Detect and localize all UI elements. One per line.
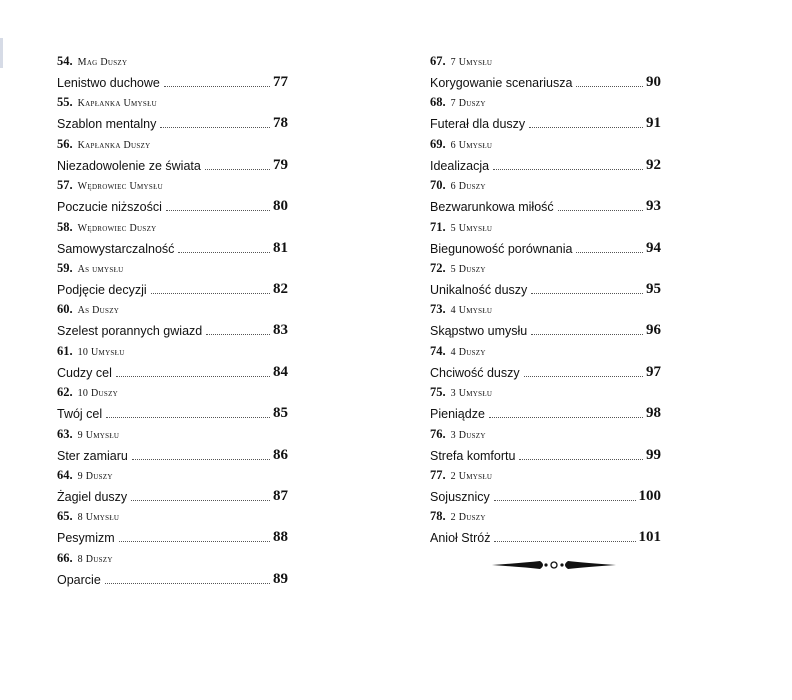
entry-line — [430, 278, 661, 298]
entry-tag: 8 Umysłu — [77, 512, 120, 524]
toc-entry[interactable] — [57, 95, 288, 136]
entry-number: 73. — [430, 302, 446, 317]
entry-page-number: 90 — [646, 74, 661, 90]
dot-leader — [151, 293, 270, 294]
dot-leader — [160, 127, 270, 128]
toc-entry[interactable] — [57, 344, 288, 385]
dot-leader — [519, 459, 643, 460]
entry-number: 68. — [430, 95, 446, 110]
entry-title: Korygowanie scenariusza — [430, 76, 573, 90]
entry-title: Szablon mentalny — [57, 117, 157, 132]
entry-header — [430, 54, 661, 71]
entry-title: Futerał dla duszy — [430, 117, 526, 132]
entry-tag: 3 Umysłu — [450, 388, 493, 400]
entry-number: 59. — [57, 260, 73, 275]
entry-header — [430, 385, 661, 402]
entry-line — [57, 154, 288, 174]
entry-header — [430, 509, 661, 526]
entry-line — [57, 71, 288, 91]
entry-title: Chciwość duszy — [430, 365, 520, 380]
entry-header — [430, 220, 661, 237]
entry-title: Bezwarunkowa miłość — [430, 200, 554, 215]
entry-header — [57, 468, 288, 485]
entry-line — [430, 526, 661, 546]
entry-number: 77. — [430, 467, 446, 482]
entry-header — [57, 261, 288, 278]
entry-tag: 3 Duszy — [450, 429, 486, 441]
entry-page-number: 85 — [273, 405, 288, 422]
entry-title: Ster zamiaru — [57, 448, 128, 463]
entry-number: 57. — [57, 178, 73, 193]
toc-entry[interactable] — [430, 220, 661, 261]
entry-line — [57, 444, 288, 464]
entry-page-number: 96 — [646, 322, 661, 339]
page-edge-strip — [0, 38, 3, 68]
entry-number: 58. — [57, 219, 73, 234]
entry-line — [57, 237, 288, 257]
dot-leader — [529, 127, 643, 128]
entry-title: Cudzy cel — [57, 365, 112, 380]
entry-tag: As Duszy — [77, 305, 120, 317]
entry-tag: Kapłanka Umysłu — [77, 98, 158, 110]
entry-line — [57, 485, 288, 505]
entry-tag: 5 Umysłu — [450, 222, 493, 234]
entry-number: 75. — [430, 385, 446, 400]
dot-leader — [531, 293, 643, 294]
entry-number: 64. — [57, 467, 73, 482]
entry-page-number: 81 — [273, 239, 288, 256]
entry-page-number: 97 — [646, 363, 661, 380]
entry-number: 67. — [430, 54, 446, 68]
entry-page-number: 83 — [273, 322, 288, 339]
entry-header — [57, 302, 288, 319]
entry-line — [57, 112, 288, 132]
toc-entry[interactable] — [430, 137, 661, 178]
dot-leader — [524, 376, 643, 377]
entry-number: 62. — [57, 385, 73, 400]
entry-tag: 4 Umysłu — [450, 305, 493, 317]
entry-page-number: 98 — [646, 405, 661, 422]
entry-header — [57, 509, 288, 526]
entry-page-number: 99 — [646, 446, 661, 463]
entry-page-number: 84 — [273, 363, 288, 380]
entry-title: Twój cel — [57, 407, 103, 422]
entry-header — [57, 344, 288, 361]
dot-leader — [116, 376, 270, 377]
entry-title: Podjęcie decyzji — [57, 282, 147, 297]
entry-header — [430, 302, 661, 319]
entry-header — [57, 95, 288, 112]
entry-line — [430, 485, 661, 505]
entry-tag: 5 Duszy — [450, 263, 486, 275]
toc-entry[interactable] — [430, 261, 661, 302]
dot-leader — [494, 541, 635, 542]
entry-tag: 6 Duszy — [450, 181, 486, 193]
entry-number: 63. — [57, 426, 73, 441]
entry-tag: Wędrowiec Duszy — [77, 222, 157, 234]
entry-line — [57, 526, 288, 546]
entry-page-number: 100 — [638, 487, 661, 504]
entry-line — [430, 319, 661, 339]
entry-header — [430, 137, 661, 154]
toc-entry[interactable] — [57, 385, 288, 426]
entry-tag: 7 Duszy — [450, 98, 486, 110]
entry-title: Pesymizm — [57, 531, 115, 546]
dot-leader — [576, 252, 643, 253]
entry-header — [430, 344, 661, 361]
dot-leader — [576, 86, 643, 87]
entry-number: 78. — [430, 509, 446, 524]
dot-leader — [205, 169, 270, 170]
entry-title: Unikalność duszy — [430, 282, 528, 297]
entry-line — [430, 361, 661, 381]
entry-line — [430, 154, 661, 174]
dot-leader — [494, 500, 636, 501]
toc-entry[interactable] — [57, 302, 288, 343]
entry-number: 74. — [430, 343, 446, 358]
dot-leader — [493, 169, 643, 170]
entry-tag: Wędrowiec Umysłu — [77, 181, 164, 193]
dot-leader — [164, 86, 270, 87]
entry-line — [430, 112, 661, 132]
entry-line — [430, 402, 661, 422]
entry-title: Niezadowolenie ze świata — [57, 158, 201, 173]
toc-entry[interactable] — [430, 344, 661, 385]
entry-header — [57, 385, 288, 402]
toc-entry[interactable] — [57, 54, 288, 95]
dot-leader — [489, 417, 643, 418]
entry-header — [57, 427, 288, 444]
dot-leader — [166, 210, 270, 211]
toc-column-right — [430, 54, 661, 551]
entry-number: 60. — [57, 302, 73, 317]
entry-number: 65. — [57, 509, 73, 524]
entry-line — [57, 195, 288, 215]
entry-header — [57, 220, 288, 237]
toc-entry[interactable] — [57, 551, 288, 592]
entry-tag: 7 Umysłu — [450, 57, 493, 68]
entry-header — [430, 427, 661, 444]
dot-leader — [119, 541, 270, 542]
entry-number: 54. — [57, 54, 73, 68]
toc-entry[interactable] — [430, 427, 661, 468]
entry-title: Lenistwo duchowe — [57, 76, 160, 90]
entry-line — [57, 361, 288, 381]
entry-header — [430, 468, 661, 485]
entry-tag: Mag Duszy — [77, 57, 128, 68]
entry-number: 70. — [430, 178, 446, 193]
entry-title: Szelest porannych gwiazd — [57, 324, 203, 339]
entry-title: Strefa komfortu — [430, 448, 516, 463]
entry-page-number: 89 — [273, 570, 288, 587]
dot-leader — [131, 500, 270, 501]
entry-number: 56. — [57, 136, 73, 151]
toc-entry[interactable] — [57, 261, 288, 302]
entry-line — [57, 568, 288, 588]
entry-line — [57, 278, 288, 298]
entry-page-number: 101 — [638, 529, 661, 546]
entry-page-number: 92 — [646, 156, 661, 173]
entry-tag: 9 Umysłu — [77, 429, 120, 441]
entry-header — [57, 137, 288, 154]
entry-tag: 6 Umysłu — [450, 139, 493, 151]
entry-page-number: 82 — [273, 280, 288, 297]
toc-entry[interactable] — [57, 427, 288, 468]
toc-entry[interactable] — [57, 137, 288, 178]
entry-title: Oparcie — [57, 572, 101, 587]
entry-line — [430, 71, 661, 91]
entry-tag: Kapłanka Duszy — [77, 139, 151, 151]
entry-page-number: 80 — [273, 198, 288, 215]
flourish-divider-icon — [492, 558, 616, 577]
entry-line — [430, 195, 661, 215]
entry-line — [430, 237, 661, 257]
entry-tag: 2 Umysłu — [450, 470, 493, 482]
entry-line — [430, 444, 661, 464]
toc-entry[interactable] — [430, 302, 661, 343]
toc-entry[interactable] — [430, 385, 661, 426]
entry-number: 76. — [430, 426, 446, 441]
entry-header — [430, 95, 661, 112]
entry-number: 71. — [430, 219, 446, 234]
entry-header — [430, 261, 661, 278]
toc-entry[interactable] — [430, 509, 661, 550]
entry-page-number: 94 — [646, 239, 661, 256]
entry-title: Anioł Stróż — [430, 531, 491, 546]
entry-title: Idealizacja — [430, 158, 490, 173]
entry-page-number: 95 — [646, 280, 661, 297]
entry-tag: 9 Duszy — [77, 470, 113, 482]
entry-title: Poczucie niższości — [57, 200, 162, 215]
entry-header — [57, 54, 288, 71]
toc-entry[interactable] — [430, 95, 661, 136]
entry-page-number: 79 — [273, 156, 288, 173]
entry-number: 61. — [57, 343, 73, 358]
entry-tag: As umysłu — [77, 263, 124, 275]
toc-entry[interactable] — [57, 509, 288, 550]
dot-leader — [558, 210, 643, 211]
entry-title: Skąpstwo umysłu — [430, 324, 528, 339]
entry-title: Samowystarczalność — [57, 241, 175, 256]
toc-entry[interactable] — [430, 178, 661, 219]
dot-leader — [206, 334, 270, 335]
entry-line — [57, 319, 288, 339]
entry-page-number: 77 — [273, 74, 288, 90]
entry-page-number: 86 — [273, 446, 288, 463]
entry-page-number: 91 — [646, 115, 661, 132]
entry-title: Sojusznicy — [430, 489, 490, 504]
toc-entry[interactable] — [57, 468, 288, 509]
entry-title: Żagiel duszy — [57, 489, 128, 504]
entry-page-number: 88 — [273, 529, 288, 546]
entry-tag: 8 Duszy — [77, 553, 113, 565]
entry-title: Pieniądze — [430, 407, 485, 422]
entry-number: 72. — [430, 260, 446, 275]
entry-number: 55. — [57, 95, 73, 110]
entry-tag: 2 Duszy — [450, 512, 486, 524]
entry-line — [57, 402, 288, 422]
entry-tag: 10 Umysłu — [77, 346, 125, 358]
entry-tag: 4 Duszy — [450, 346, 486, 358]
dot-leader — [105, 583, 270, 584]
toc-entry[interactable] — [430, 54, 661, 95]
entry-title: Biegunowość porównania — [430, 241, 573, 256]
toc-column-left — [57, 54, 288, 592]
toc-entry[interactable] — [57, 178, 288, 219]
entry-page-number: 93 — [646, 198, 661, 215]
entry-page-number: 78 — [273, 115, 288, 132]
entry-page-number: 87 — [273, 487, 288, 504]
dot-leader — [178, 252, 270, 253]
entry-header — [57, 551, 288, 568]
toc-entry[interactable] — [430, 468, 661, 509]
entry-header — [430, 178, 661, 195]
entry-number: 66. — [57, 550, 73, 565]
dot-leader — [531, 334, 643, 335]
entry-tag: 10 Duszy — [77, 388, 119, 400]
entry-number: 69. — [430, 136, 446, 151]
entry-header — [57, 178, 288, 195]
toc-entry[interactable] — [57, 220, 288, 261]
dot-leader — [132, 459, 270, 460]
dot-leader — [106, 417, 270, 418]
